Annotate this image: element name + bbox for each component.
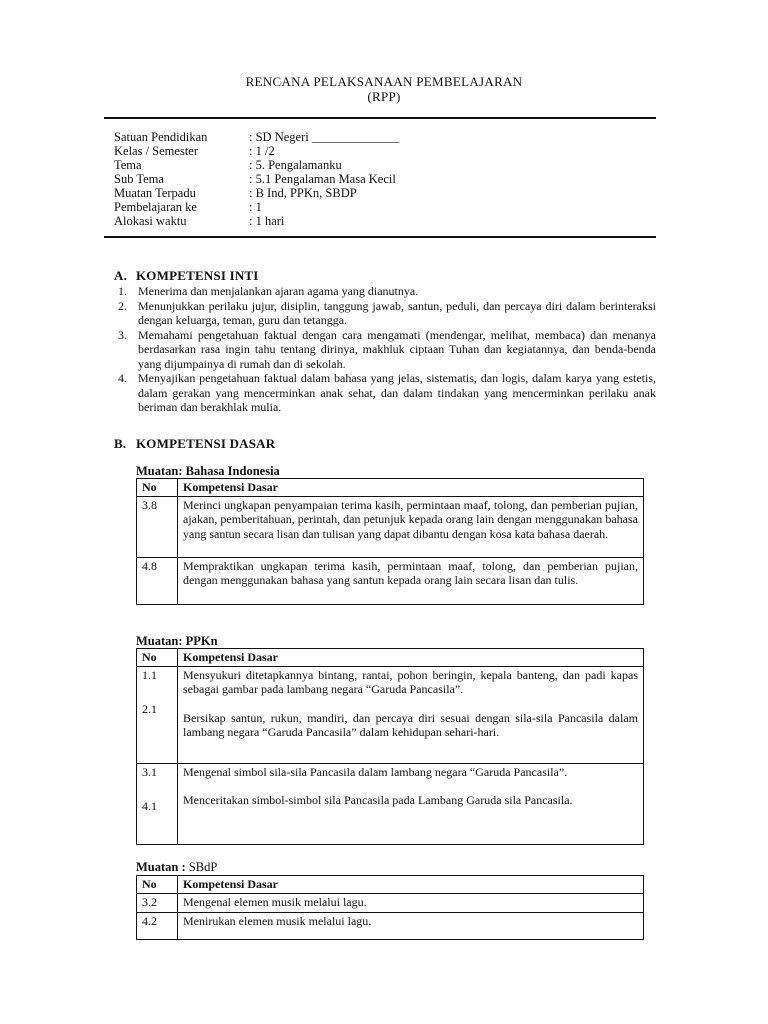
identity-value: : 1: [249, 200, 262, 214]
kd-table-bahasa: [136, 478, 644, 605]
section-title: KOMPETENSI INTI: [136, 268, 259, 283]
col-kd: Kompetensi Dasar: [178, 876, 644, 894]
subject-name: PPKn: [182, 634, 218, 648]
top-divider: [104, 117, 656, 119]
identity-label: Alokasi waktu: [114, 214, 187, 228]
identity-label: Kelas / Semester: [114, 144, 199, 158]
col-kd: Kompetensi Dasar: [178, 649, 644, 667]
subject-label-ppkn: [136, 634, 218, 649]
spacer: [183, 697, 638, 711]
kd-number: 4.2: [137, 912, 178, 939]
list-item: [114, 299, 656, 328]
identity-value: : 5. Pengalamanku: [249, 158, 342, 172]
kd-text-cell: [178, 666, 644, 763]
table-row: [137, 893, 644, 912]
subject-label-bahasa: [136, 464, 280, 479]
section-letter: A.: [114, 268, 128, 283]
identity-row: [114, 144, 399, 158]
table-row: [137, 496, 644, 557]
kd-text: Mensyukuri ditetapkannya bintang, rantai, pohon beringin, kepala banteng, dan padi kapas sebagai gambar pada lambang negara “Garuda Pancasila”.: [183, 667, 638, 696]
item-text: Memahami pengetahuan faktual dengan cara mengamati (mendengar, melihat, membaca) dan menanya berdasarkan rasa ingin tahu tentang dirinya, makhluk ciptaan Tuhan dan kegiatannya, dan benda-benda yang dijumpainya di rumah dan di sekolah.: [138, 327, 656, 371]
item-number: 2.: [118, 298, 127, 313]
list-item: [114, 371, 656, 415]
subject-label-sbdp: [136, 860, 217, 875]
kd-number: 2.1: [142, 702, 157, 716]
item-number: 4.: [118, 371, 127, 385]
identity-row: [114, 200, 399, 214]
table-header: [137, 876, 644, 894]
bottom-divider: [104, 236, 656, 238]
kd-text: Bersikap santun, rukun, mandiri, dan percaya diri sesuai dengan sila-sila Pancasila dalam lambang negara “Garuda Pancasila” dalam kehidupan sehari-hari.: [183, 710, 638, 739]
table-header: [137, 479, 644, 497]
table-row: [137, 912, 644, 939]
subject-prefix: Muatan:: [136, 464, 183, 478]
identity-value: : 1 hari: [249, 214, 285, 228]
table-row: [137, 763, 644, 844]
table-row: [137, 666, 644, 763]
item-text: Menunjukkan perilaku jujur, disiplin, tanggung jawab, santun, peduli, dan percaya diri dalam berinteraksi dengan keluarga, teman, guru dan tetangga.: [138, 298, 656, 327]
item-text: Menyajikan pengetahuan faktual dalam bahasa yang jelas, sistematis, dan logis, dalam karya yang estetis, dalam gerakan yang mencerminkan anak sehat, dan dalam tindakan yang mencerminkan perilaku anak beriman dan berakhlak mulia.: [138, 371, 656, 414]
identity-row: [114, 214, 399, 228]
col-no: No: [137, 876, 178, 894]
document-subtitle: (RPP): [367, 89, 401, 104]
subject-prefix: Muatan:: [136, 634, 183, 648]
kd-number: 3.8: [137, 496, 178, 557]
spacer: [183, 779, 638, 793]
table-header: [137, 649, 644, 667]
section-b-heading: [114, 436, 275, 452]
list-item: [114, 284, 656, 299]
kd-text: Menirukan elemen musik melalui lagu.: [178, 912, 644, 939]
kd-text: Mengenal elemen musik melalui lagu.: [178, 893, 644, 912]
list-item: [114, 328, 656, 372]
item-number: 1.: [118, 284, 127, 298]
table-row: [137, 557, 644, 604]
identity-row: [114, 186, 399, 200]
kd-number: 3.1: [142, 764, 157, 779]
item-text: Menerima dan menjalankan ajaran agama yang dianutnya.: [138, 284, 419, 298]
section-a-heading: [114, 268, 259, 284]
kd-number-cell: [137, 666, 178, 763]
identity-label: Pembelajaran ke: [114, 200, 197, 214]
identity-label: Satuan Pendidikan: [114, 130, 208, 144]
core-competence-list: [114, 284, 656, 415]
identity-value: : 1 /2: [249, 144, 275, 158]
subject-name: Bahasa Indonesia: [182, 464, 280, 478]
identity-value: : 5.1 Pengalaman Masa Kecil: [249, 172, 396, 186]
kd-text: Menceritakan simbol-simbol sila Pancasila pada Lambang Garuda sila Pancasila.: [183, 793, 573, 807]
identity-label: Tema: [114, 158, 142, 172]
kd-table-sbdp: [136, 875, 644, 940]
spacer: [142, 682, 172, 702]
identity-value: : SD Negeri ______________: [249, 130, 400, 144]
item-number: 3.: [118, 327, 127, 342]
kd-text: Merinci ungkapan penyampaian terima kasih, permintaan maaf, tolong, dan pemberian pujian, ajakan, pemberitahuan, perintah, dan petunjuk kepada orang lain dengan menggunakan bahasa yang santun secara lisan dan tulisan yang dapat dibantu dengan kosa kata bahasa daerah.: [178, 496, 644, 557]
identity-label: Sub Tema: [114, 172, 164, 186]
col-kd: Kompetensi Dasar: [178, 479, 644, 497]
kd-number: 1.1: [142, 667, 157, 682]
subject-prefix: Muatan :: [136, 860, 186, 874]
kd-table-ppkn: [136, 648, 644, 845]
kd-number: 4.1: [142, 799, 157, 813]
kd-text: Mengenal simbol sila-sila Pancasila dalam lambang negara “Garuda Pancasila”.: [183, 764, 568, 779]
subject-name: SBdP: [185, 860, 218, 874]
kd-number: 3.2: [137, 893, 178, 912]
kd-text-cell: [178, 763, 644, 844]
kd-number-cell: [137, 763, 178, 844]
kd-number: 4.8: [137, 557, 178, 604]
identity-value: : B Ind, PPKn, SBDP: [249, 186, 357, 200]
identity-row: [114, 172, 399, 186]
section-title: KOMPETENSI DASAR: [136, 436, 276, 451]
identity-block: [114, 130, 399, 228]
col-no: No: [137, 649, 178, 667]
identity-row: [114, 158, 399, 172]
identity-row: [114, 130, 399, 144]
identity-label: Muatan Terpadu: [114, 186, 196, 200]
kd-text: Mempraktikan ungkapan terima kasih, permintaan maaf, tolong, dan pemberian pujian, dengan menggunakan bahasa yang santun kepada orang lain secara lisan dan tulis.: [178, 557, 644, 604]
col-no: No: [137, 479, 178, 497]
document-title: RENCANA PELAKSANAAN PEMBELAJARAN: [245, 74, 523, 89]
spacer: [142, 779, 172, 799]
section-letter: B.: [114, 436, 127, 451]
